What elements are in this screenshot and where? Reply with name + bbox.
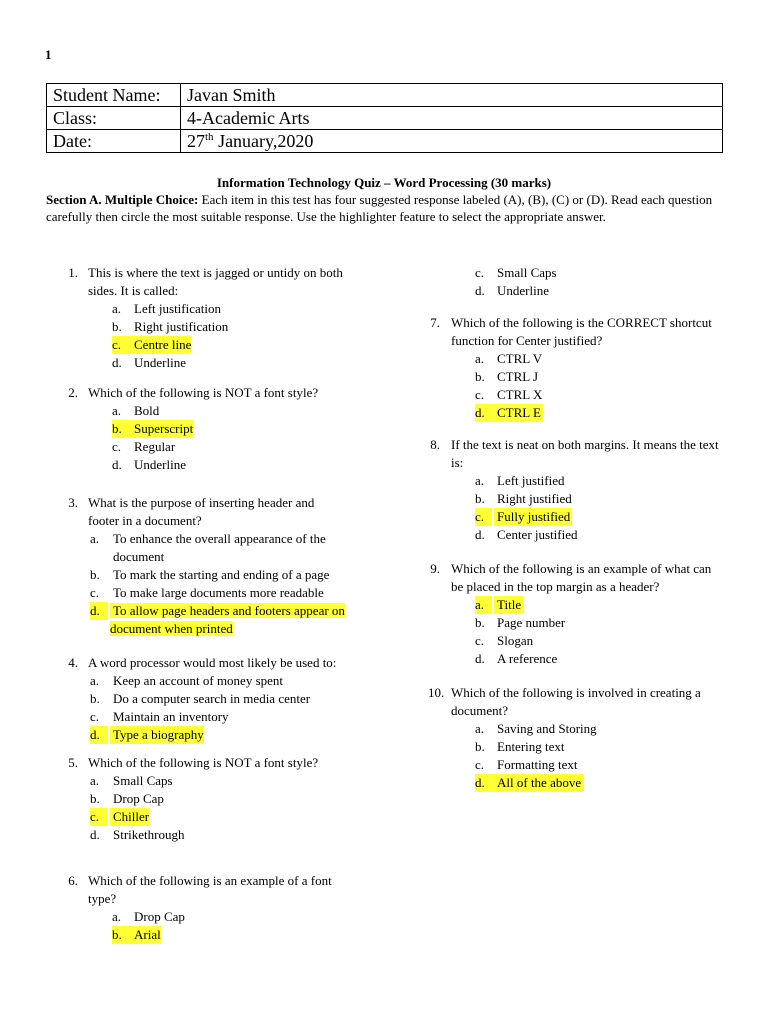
question-text: Which of the following is involved in creating a document? bbox=[451, 685, 701, 718]
question-number: 6. bbox=[68, 873, 78, 888]
section-heading: Section A. Multiple Choice: bbox=[46, 192, 199, 207]
question-6-continued bbox=[428, 264, 728, 300]
question-number: 5. bbox=[68, 755, 78, 770]
right-column bbox=[428, 264, 728, 792]
option-c[interactable]: c. Small Caps bbox=[475, 265, 557, 280]
question-number: 3. bbox=[68, 495, 78, 510]
option-b[interactable]: b. To mark the starting and ending of a page bbox=[90, 567, 330, 582]
option-a[interactable]: a. Saving and Storing bbox=[475, 721, 597, 736]
question-10 bbox=[428, 684, 728, 792]
option-c[interactable]: c. To make large documents more readable bbox=[90, 585, 324, 600]
student-name-label: Student Name: bbox=[47, 84, 181, 107]
question-text: A word processor would most likely be used to: bbox=[88, 655, 337, 670]
option-b[interactable]: b. Do a computer search in media center bbox=[90, 691, 311, 706]
student-name-row bbox=[47, 84, 723, 107]
option-d[interactable]: d. Underline bbox=[475, 283, 549, 298]
question-2 bbox=[44, 384, 374, 474]
option-b[interactable]: b. Right justified bbox=[475, 491, 572, 506]
question-text: Which of the following is an example of what can be placed in the top margin as a header? bbox=[451, 561, 712, 594]
question-9 bbox=[428, 560, 728, 668]
option-a-selected[interactable]: a. Title bbox=[428, 596, 728, 614]
question-1 bbox=[44, 264, 374, 372]
option-c[interactable]: c. CTRL X bbox=[475, 387, 543, 402]
question-text: This is where the text is jagged or untidy on both sides. It is called: bbox=[88, 265, 343, 298]
question-4 bbox=[44, 654, 374, 744]
option-a[interactable]: a. Small Caps bbox=[90, 773, 173, 788]
option-b[interactable]: b. Right justification bbox=[112, 319, 229, 334]
question-number: 2. bbox=[68, 385, 78, 400]
question-6 bbox=[44, 872, 374, 944]
option-d-selected[interactable]: d. To allow page headers and footers appear on document when printed bbox=[90, 603, 345, 636]
question-text: Which of the following is NOT a font style? bbox=[88, 385, 319, 400]
date-day: 27 bbox=[187, 131, 205, 151]
option-d-selected[interactable]: d. CTRL E bbox=[475, 405, 541, 420]
option-c-selected[interactable]: c. Fully justified bbox=[475, 509, 571, 524]
selected-answer-text: To allow page headers and footers appear on document when printed bbox=[110, 603, 345, 636]
option-d[interactable]: d. A reference bbox=[475, 651, 558, 666]
question-text: Which of the following is the CORRECT shortcut function for Center justified? bbox=[451, 315, 712, 348]
class-label: Class: bbox=[47, 107, 181, 130]
option-a[interactable]: a. Bold bbox=[112, 403, 160, 418]
question-3 bbox=[44, 494, 374, 638]
option-a[interactable]: a. Keep an account of money spent bbox=[90, 673, 284, 688]
question-number: 1. bbox=[68, 265, 78, 280]
quiz-title: Information Technology Quiz – Word Processing (30 marks) bbox=[216, 175, 552, 190]
left-column bbox=[44, 264, 374, 944]
date-row bbox=[47, 130, 723, 153]
question-number: 10. bbox=[428, 685, 445, 700]
option-d-selected[interactable]: d. All of the above bbox=[428, 774, 728, 792]
option-d-selected[interactable]: d. Type a biography bbox=[90, 727, 204, 742]
instructions-text: Each item in this test has four suggested response labeled (A), (B), (C) or (D). Read each question carefully then circle the most suitable response. Use the highlighter feature to select the appropriate answer. bbox=[46, 192, 713, 224]
option-d[interactable]: d. Strikethrough bbox=[90, 827, 185, 842]
option-c-selected[interactable]: c. Centre line bbox=[112, 337, 192, 352]
date-rest: January,2020 bbox=[213, 131, 314, 151]
option-d[interactable]: d. Underline bbox=[112, 457, 186, 472]
option-a[interactable]: a. Drop Cap bbox=[112, 909, 185, 924]
question-5 bbox=[44, 754, 374, 844]
page-number: 1 bbox=[45, 47, 52, 62]
question-number: 7. bbox=[430, 315, 440, 330]
question-text: Which of the following is NOT a font style? bbox=[88, 755, 319, 770]
option-a[interactable]: a. CTRL V bbox=[475, 351, 543, 366]
option-a[interactable]: a. Left justified bbox=[475, 473, 565, 488]
class-row bbox=[47, 107, 723, 130]
date-label: Date: bbox=[47, 130, 181, 153]
option-b[interactable]: b. Page number bbox=[475, 615, 566, 630]
date-suffix: th bbox=[205, 131, 214, 143]
question-8 bbox=[428, 436, 728, 544]
option-b-selected[interactable]: b. Superscript bbox=[112, 421, 194, 436]
option-c[interactable]: c. Slogan bbox=[475, 633, 534, 648]
option-c-selected[interactable]: c. Chiller bbox=[90, 809, 150, 824]
question-number: 8. bbox=[430, 437, 440, 452]
date-value bbox=[181, 130, 723, 153]
option-d[interactable]: d. Center justified bbox=[475, 527, 578, 542]
question-text: Which of the following is an example of a font type? bbox=[88, 873, 332, 906]
option-c[interactable]: c. Regular bbox=[112, 439, 176, 454]
option-b-selected[interactable]: b. Arial bbox=[112, 927, 161, 942]
question-number: 4. bbox=[68, 655, 78, 670]
option-b[interactable]: b. Entering text bbox=[475, 739, 565, 754]
question-number: 9. bbox=[430, 561, 440, 576]
class-value: 4-Academic Arts bbox=[181, 107, 723, 130]
student-info-table bbox=[46, 83, 723, 153]
option-c[interactable]: c. Formatting text bbox=[475, 757, 578, 772]
option-c[interactable]: c. Maintain an inventory bbox=[90, 709, 229, 724]
option-b[interactable]: b. CTRL J bbox=[475, 369, 539, 384]
option-a[interactable]: a. Left justification bbox=[112, 301, 222, 316]
question-text: What is the purpose of inserting header and footer in a document? bbox=[88, 495, 315, 528]
question-7 bbox=[428, 314, 728, 422]
question-text: If the text is neat on both margins. It means the text is: bbox=[451, 437, 719, 470]
option-a[interactable]: a. To enhance the overall appearance of the document bbox=[90, 531, 326, 564]
section-instructions bbox=[46, 191, 726, 225]
option-b[interactable]: b. Drop Cap bbox=[90, 791, 164, 806]
student-name-value: Javan Smith bbox=[181, 84, 723, 107]
option-d[interactable]: d. Underline bbox=[112, 355, 186, 370]
